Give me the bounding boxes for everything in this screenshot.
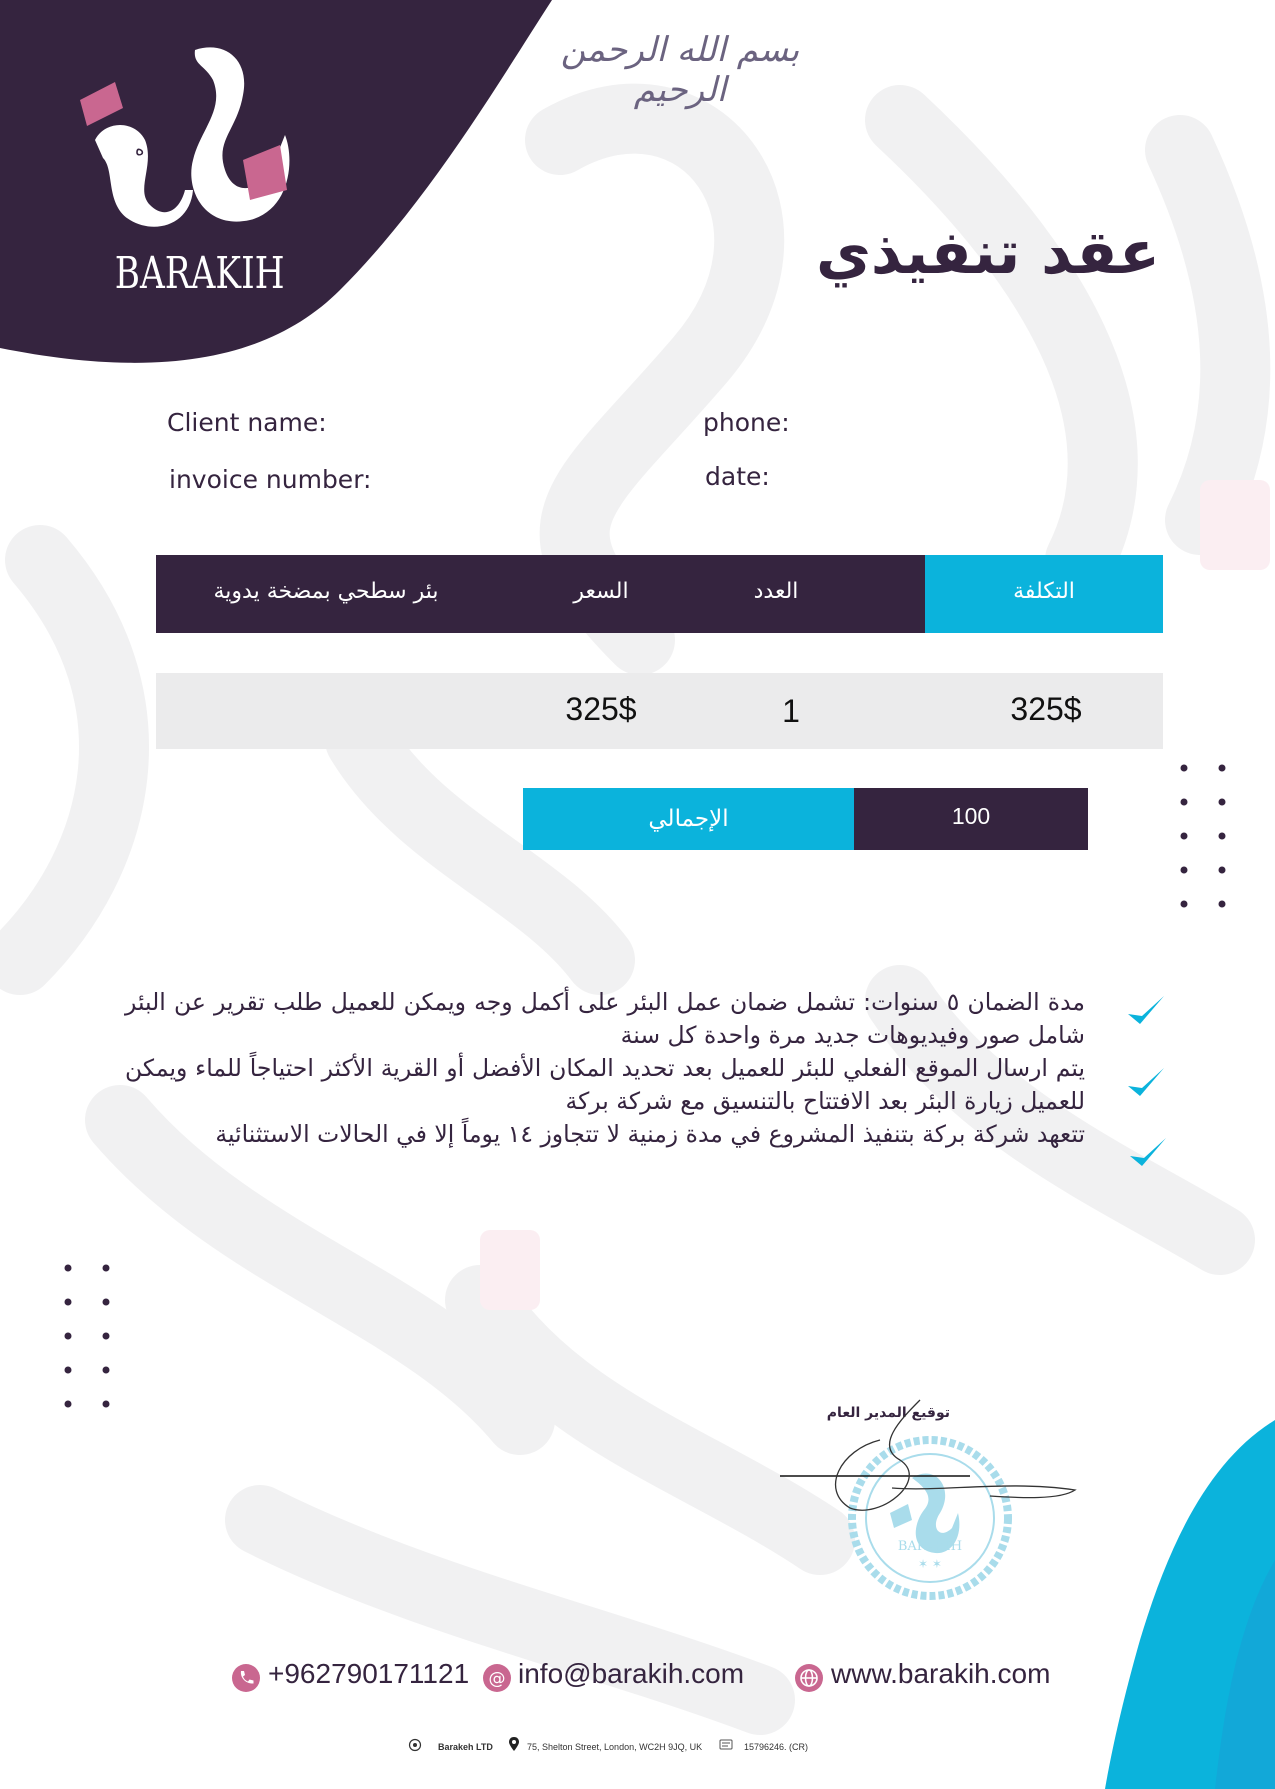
footer-registration: 15796246. (CR): [744, 1742, 809, 1752]
checkmark-icon: [1124, 990, 1168, 1034]
checkmark-icon: [1126, 1132, 1170, 1176]
email-icon: [483, 1664, 511, 1692]
quantity-header: العدد: [753, 579, 799, 604]
footer-company: Barakeh LTD: [438, 1742, 493, 1752]
stamp-text: BARAKIH: [897, 1539, 963, 1554]
phone-link[interactable]: +962790171121: [268, 1658, 470, 1689]
table-header: [156, 555, 1163, 633]
registration-icon: [718, 1737, 734, 1751]
total-label: الإجمالي: [523, 788, 854, 850]
phone-label: phone:: [703, 408, 790, 437]
price-header: السعر: [573, 579, 629, 604]
svg-text:@: @: [488, 1669, 506, 1689]
terms-list: [125, 986, 1085, 1151]
website-link[interactable]: www.barakih.com: [831, 1658, 1051, 1689]
basmala-calligraphy: بسم الله الرحمن الرحيم: [560, 30, 800, 110]
contact-bar: [230, 1658, 1090, 1702]
quantity-cell: 1: [782, 693, 800, 729]
document-title: عقد تنفيذي: [815, 218, 1160, 288]
client-name-label: Client name:: [167, 408, 327, 437]
footer-address: 75, Shelton Street, London, WC2H 9JQ, UK: [527, 1742, 703, 1752]
company-icon: [408, 1738, 422, 1752]
term-item: يتم ارسال الموقع الفعلي للبئر للعميل بعد تحديد المكان الأفضل أو القرية الأكثر احتياجاً للماء ويمكن للعميل زيارة البئر بعد الافتتاح بالتنسيق مع شركة بركة: [125, 1054, 1085, 1115]
cost-cell: 325$: [1010, 691, 1082, 727]
email-link[interactable]: info@barakih.com: [518, 1658, 745, 1689]
term-item: مدة الضمان ٥ سنوات: تشمل ضمان عمل البئر على أكمل وجه ويمكن للعميل طلب تقرير عن البئر شامل صور وفيديوهات جديد مرة واحدة كل سنة: [125, 988, 1085, 1049]
company-stamp: [780, 1380, 1080, 1620]
table-row: [156, 673, 1163, 749]
brand-name: BARAKIH: [114, 248, 285, 299]
phone-icon: [232, 1664, 260, 1692]
price-cell: 325$: [565, 691, 637, 727]
checkmark-icon: [1124, 1062, 1168, 1106]
dot-grid-right: [1176, 760, 1236, 910]
globe-icon: [795, 1664, 823, 1692]
svg-text:✶ ✶: ✶ ✶: [918, 1557, 942, 1571]
barakih-arabic-logo: [75, 40, 305, 230]
date-label: date:: [705, 462, 770, 491]
invoice-number-label: invoice number:: [169, 465, 372, 494]
location-pin-icon: [508, 1736, 520, 1752]
dot-grid-left: [62, 1260, 122, 1410]
total-value: 100: [854, 788, 1088, 850]
cost-header: التكلفة: [1013, 579, 1075, 604]
signature-label: توقيع المدير العام: [826, 1405, 950, 1421]
svg-text:ه: ه: [135, 139, 145, 160]
term-item: تتعهد شركة بركة بتنفيذ المشروع في مدة زمنية لا تتجاوز ١٤ يوماً إلا في الحالات الاستثنائية: [215, 1120, 1085, 1148]
item-header: بئر سطحي بمضخة يدوية: [213, 579, 439, 604]
footer: [408, 1736, 828, 1758]
